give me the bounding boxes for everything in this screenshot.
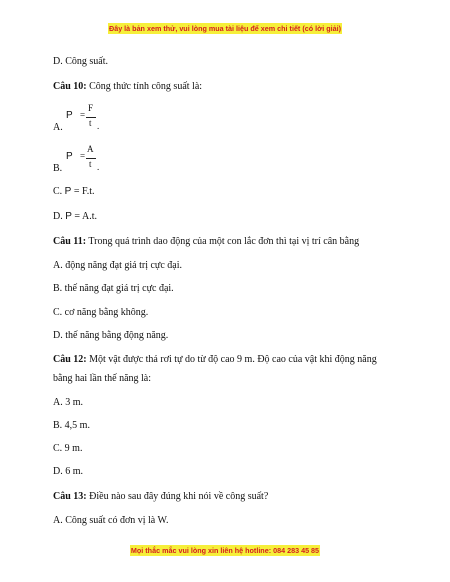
q12-option-d: D. 6 m. <box>53 466 83 477</box>
q10-option-b-label: B. <box>53 163 63 174</box>
question-12 <box>53 353 377 366</box>
q12-option-b: B. 4,5 m. <box>53 420 90 431</box>
q11-option-d: D. thế năng bằng động năng. <box>53 330 169 341</box>
equals-sign: = <box>80 151 86 161</box>
fraction-denominator: t <box>89 118 92 128</box>
power-symbol: P <box>65 211 72 222</box>
power-symbol: P <box>66 151 73 162</box>
period: . <box>97 162 100 172</box>
q13-option-a: A. Công suất có đơn vị là W. <box>53 515 169 526</box>
q10-option-d: D. P = A.t. <box>53 211 97 222</box>
fraction-denominator: t <box>89 159 92 169</box>
question-10 <box>53 80 202 93</box>
hotline-banner: Mọi thắc mắc vui lòng xin liên hệ hotline: 084 283 45 85 <box>130 546 320 555</box>
power-symbol: P <box>64 186 72 197</box>
question-text: Một vật được thả rơi tự do từ độ cao 9 m. Độ cao của vật khi động năng <box>86 354 377 365</box>
q12-option-c: C. 9 m. <box>53 443 83 454</box>
period: . <box>97 121 100 131</box>
q10-option-c: C. P = F.t. <box>53 186 95 197</box>
question-text: Điều nào sau đây đúng khi nói về công suất? <box>86 491 269 502</box>
option-d-prev: D. Công suất. <box>53 56 108 67</box>
power-symbol: P <box>66 110 73 121</box>
question-label: Câu 12: <box>53 354 87 365</box>
fraction-numerator: A <box>87 144 94 154</box>
question-label: Câu 13: <box>53 491 87 502</box>
question-11 <box>53 235 359 248</box>
question-label: Câu 10: <box>53 81 87 92</box>
q10-option-a-label: A. <box>53 122 63 133</box>
preview-banner: Đây là bản xem thử, vui lòng mua tài liệu để xem chi tiết (có lời giải) <box>109 24 341 33</box>
q11-option-c: C. cơ năng bằng không. <box>53 307 149 318</box>
question-text: Trong quá trình dao động của một con lắc đơn thì tại vị trí cân bằng <box>86 236 360 247</box>
question-text: Công thức tính công suất là: <box>86 81 203 92</box>
q12-option-a: A. 3 m. <box>53 397 83 408</box>
q11-option-a: A. động năng đạt giá trị cực đại. <box>53 260 182 271</box>
fraction-numerator: F <box>88 103 94 113</box>
equals-sign: = <box>80 110 86 120</box>
question-12-continued: bằng hai lần thế năng là: <box>53 373 152 384</box>
question-label: Câu 11: <box>53 236 87 247</box>
q11-option-b: B. thế năng đạt giá trị cực đại. <box>53 283 174 294</box>
question-13 <box>53 490 268 503</box>
